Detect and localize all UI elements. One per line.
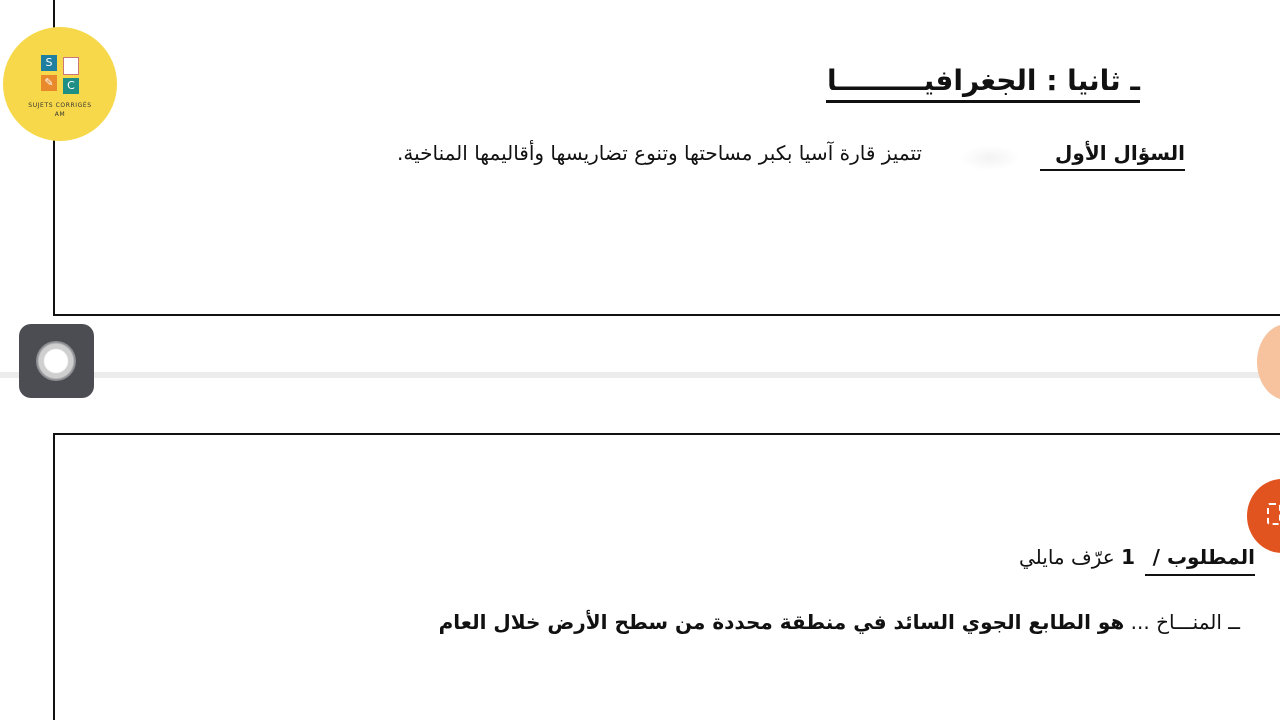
logo-s-tile: S — [41, 55, 57, 71]
logo-c-tile: C — [63, 78, 79, 94]
assistive-touch-icon — [36, 341, 76, 381]
screenshot-crop-icon — [1267, 503, 1280, 525]
definition-line — [360, 604, 1240, 640]
scan-smudge — [960, 145, 1020, 171]
requirement-number: 1 — [1121, 545, 1135, 569]
question1-text: تتميز قارة آسيا بكبر مساحتها وتنوع تضاريسها وأقاليمها المناخية. — [397, 141, 922, 165]
requirement-label: المطلوب / — [1145, 540, 1255, 576]
logo-pencil-icon: ✎ — [41, 75, 57, 91]
requirement-text — [960, 540, 1135, 574]
logo-caption-line1: SUJETS CORRIGÉS — [28, 102, 92, 109]
definition-term: ــ المنـــاخ ... — [1130, 610, 1240, 634]
logo-document-icon — [63, 57, 79, 75]
assistive-touch-button[interactable] — [19, 324, 94, 398]
question1-label: السؤال الأول — [1040, 137, 1185, 171]
bottom-answer-box — [53, 433, 1280, 720]
definition-body: هو الطابع الجوي السائد في منطقة محددة من سطح الأرض خلال العام — [438, 610, 1125, 634]
logo-caption — [3, 101, 117, 119]
logo-caption-line2: AM — [54, 111, 66, 118]
divider-bar — [0, 372, 1280, 378]
sujets-corriges-logo — [3, 27, 117, 141]
floating-edge-bubble[interactable] — [1257, 324, 1280, 400]
section-title: ـ ثانيا : الجغرافيـــــــــا — [826, 62, 1140, 103]
requirement-instruction: عرّف مايلي — [1018, 545, 1115, 569]
